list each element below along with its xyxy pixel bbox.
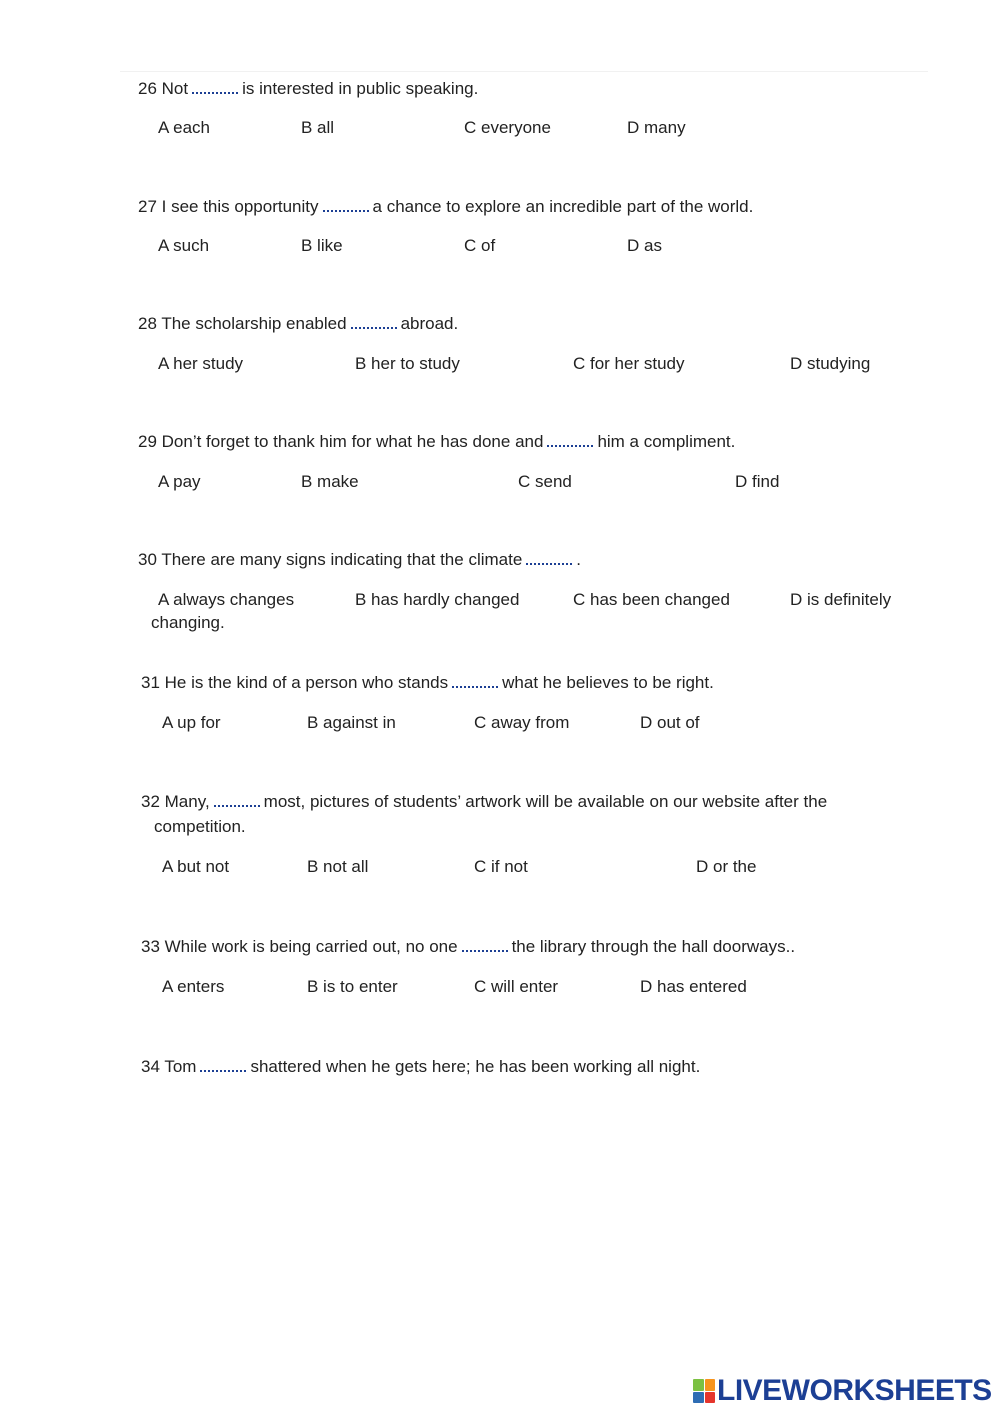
- question-text: is interested in public speaking.: [242, 79, 479, 98]
- question-text: shattered when he gets here; he has been working all night.: [250, 1057, 701, 1076]
- answer-blank[interactable]: [192, 82, 238, 94]
- question-text: 27 I see this opportunity: [138, 197, 319, 216]
- brand-name: LIVEWORKSHEETS: [717, 1374, 992, 1407]
- question-30: [138, 548, 581, 572]
- option-a[interactable]: A such: [158, 236, 210, 255]
- question-text: 26 Not: [138, 79, 189, 98]
- question-31: [141, 671, 714, 695]
- option-d[interactable]: D find: [735, 472, 780, 491]
- answer-blank[interactable]: [323, 200, 369, 212]
- question-27: [138, 195, 753, 219]
- question-text: 28 The scholarship enabled: [138, 314, 347, 333]
- question-29: [138, 430, 735, 454]
- option-c[interactable]: C for her study: [573, 354, 685, 373]
- option-d[interactable]: D many: [627, 118, 686, 137]
- answer-blank[interactable]: [351, 317, 397, 329]
- option-d[interactable]: D is definitely: [790, 590, 892, 609]
- option-b[interactable]: B has hardly changed: [355, 590, 520, 609]
- liveworksheets-logo-icon: [693, 1379, 715, 1403]
- option-c[interactable]: C away from: [474, 713, 570, 732]
- option-d[interactable]: D as: [627, 236, 662, 255]
- option-a[interactable]: A up for: [162, 713, 221, 732]
- option-b[interactable]: B against in: [307, 713, 396, 732]
- option-c[interactable]: C send: [518, 472, 572, 491]
- option-c[interactable]: C has been changed: [573, 590, 730, 609]
- question-text: 34 Tom: [141, 1057, 197, 1076]
- option-a[interactable]: A always changes: [158, 590, 295, 609]
- question-text: the library through the hall doorways..: [511, 937, 796, 956]
- answer-blank[interactable]: [526, 553, 572, 565]
- question-28: [138, 312, 458, 336]
- option-c[interactable]: C if not: [474, 857, 528, 876]
- question-26: [138, 77, 478, 101]
- option-a[interactable]: A but not: [162, 857, 230, 876]
- question-text: most, pictures of students’ artwork will be available on our website after the: [263, 792, 828, 811]
- option-d-continued[interactable]: changing.: [151, 613, 225, 632]
- option-b[interactable]: B not all: [307, 857, 369, 876]
- answer-blank[interactable]: [462, 940, 508, 952]
- option-b[interactable]: B is to enter: [307, 977, 398, 996]
- question-text: a chance to explore an incredible part of the world.: [372, 197, 754, 216]
- question-text: 33 While work is being carried out, no one: [141, 937, 458, 956]
- question-text: .: [576, 550, 582, 569]
- option-b[interactable]: B make: [301, 472, 359, 491]
- option-b[interactable]: B all: [301, 118, 335, 137]
- question-32: [141, 790, 827, 814]
- option-b[interactable]: B like: [301, 236, 343, 255]
- answer-blank[interactable]: [200, 1060, 246, 1072]
- option-d[interactable]: D has entered: [640, 977, 747, 996]
- question-text: 30 There are many signs indicating that the climate: [138, 550, 523, 569]
- option-a[interactable]: A each: [158, 118, 210, 137]
- question-text: abroad.: [400, 314, 459, 333]
- option-c[interactable]: C will enter: [474, 977, 559, 996]
- option-c[interactable]: C of: [464, 236, 496, 255]
- question-32-continued: competition.: [154, 817, 246, 836]
- question-34: [141, 1055, 700, 1079]
- question-text: 31 He is the kind of a person who stands: [141, 673, 449, 692]
- question-text: 32 Many,: [141, 792, 210, 811]
- option-a[interactable]: A her study: [158, 354, 244, 373]
- answer-blank[interactable]: [547, 435, 593, 447]
- option-b[interactable]: B her to study: [355, 354, 460, 373]
- option-c[interactable]: C everyone: [464, 118, 551, 137]
- option-d[interactable]: D out of: [640, 713, 700, 732]
- question-text: 29 Don’t forget to thank him for what he has done and: [138, 432, 544, 451]
- top-rule: [120, 71, 928, 72]
- question-text: what he believes to be right.: [502, 673, 714, 692]
- option-a[interactable]: A pay: [158, 472, 201, 491]
- question-text: him a compliment.: [597, 432, 736, 451]
- answer-blank[interactable]: [214, 795, 260, 807]
- option-d[interactable]: D studying: [790, 354, 871, 373]
- answer-blank[interactable]: [452, 676, 498, 688]
- liveworksheets-logo[interactable]: [693, 1376, 992, 1406]
- option-a[interactable]: A enters: [162, 977, 225, 996]
- question-33: [141, 935, 795, 959]
- option-d[interactable]: D or the: [696, 857, 757, 876]
